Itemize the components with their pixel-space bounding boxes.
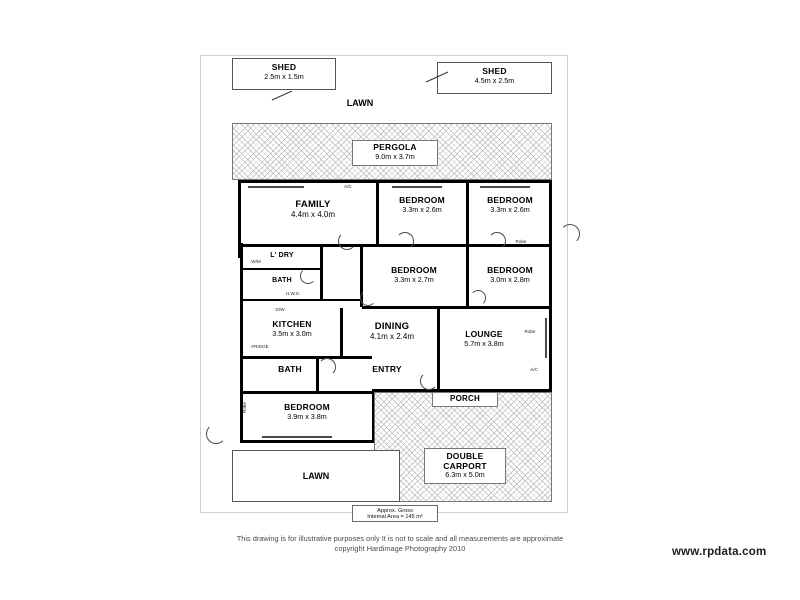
door-arc-bath-lower [318, 358, 336, 376]
room-family: FAMILY 4.4m x 4.0m [290, 199, 335, 219]
lawn-bottom-box [232, 450, 400, 502]
shed-right-name: SHED [482, 66, 507, 76]
door-arc-bedroom4 [360, 290, 376, 306]
watermark: www.rpdata.com [672, 546, 767, 558]
wall-south-west [240, 440, 374, 443]
window-bedroom1 [262, 436, 332, 438]
wall-mid-3 [466, 247, 469, 307]
window-family [248, 186, 304, 188]
room-bedroom1: BEDROOM 3.9m x 3.8m [284, 402, 330, 421]
shed-right-leader [424, 70, 450, 84]
window-bedroom2 [392, 186, 442, 188]
door-arc-west [206, 424, 226, 444]
area-line-2: Internal Area = 145 m² [367, 514, 423, 521]
pergola-name: PERGOLA [373, 142, 417, 152]
room-laundry: L' DRY [270, 252, 294, 259]
wall-mid-1 [320, 247, 323, 299]
disclaimer-line-1: This drawing is for illustrative purposes only It is not to scale and all measurements are approximate [236, 534, 564, 543]
room-bedroom5: BEDROOM 3.0m x 2.8m [487, 265, 533, 284]
ac-lounge-label: A/C [530, 367, 538, 372]
wall-family-bed2 [376, 181, 379, 246]
bedroom1-robe-label: Robe [242, 402, 247, 414]
disclaimer [150, 534, 650, 554]
room-entry: ENTRY [372, 364, 402, 374]
room-bedroom4: BEDROOM 3.3m x 2.7m [391, 265, 437, 284]
room-dining: DINING 4.1m x 2.4m [369, 321, 414, 341]
shed-left [232, 58, 336, 90]
window-bedroom3 [480, 186, 530, 188]
room-lounge: LOUNGE 5.7m x 3.8m [464, 329, 504, 348]
carport-label-box [424, 448, 506, 484]
window-lounge [545, 318, 547, 358]
porch-name: PORCH [450, 394, 480, 403]
dishwasher-label: D/W [275, 307, 285, 312]
shed-left-leader [270, 88, 294, 98]
lawn-top-label: LAWN [346, 98, 374, 108]
room-bath-lower: BATH [278, 364, 302, 374]
wall-bath-kitchen [241, 299, 361, 301]
fridge-label: FRIDGE [251, 344, 269, 349]
washing-machine-label: W/M [251, 259, 261, 264]
wall-east [549, 180, 552, 392]
carport-name-2: CARPORT [443, 460, 487, 471]
ac-family-label: A/C [344, 184, 352, 189]
carport-area [374, 392, 552, 502]
lawn-bottom-label: LAWN [302, 471, 330, 481]
room-bedroom2: BEDROOM 3.3m x 2.6m [399, 195, 445, 214]
door-arc-bath-upper [300, 268, 316, 284]
wall-bed2-bed3 [466, 181, 469, 246]
pergola-label-box [352, 140, 438, 166]
area-line-1: Approx. Gross [377, 507, 413, 514]
shed-right [437, 62, 552, 94]
room-bedroom3: BEDROOM 3.3m x 2.6m [487, 195, 533, 214]
hot-water-label: H.W.S. [285, 291, 301, 296]
wall-kitchen-dining [340, 308, 343, 358]
robe-lounge-label: Robe [524, 329, 536, 334]
door-arc-east [560, 224, 580, 244]
door-arc-bedroom3 [488, 232, 506, 250]
carport-dim: 6.3m x 5.0m [445, 470, 485, 480]
robe-bedroom3-label: Robe [515, 239, 527, 244]
room-kitchen: KITCHEN 3.5m x 3.0m [272, 319, 312, 338]
door-arc-entry [420, 372, 438, 390]
wall-mid-lower [362, 306, 552, 309]
room-bath-upper: BATH [272, 277, 292, 284]
wall-north [238, 180, 552, 183]
door-arc-family [338, 232, 356, 250]
porch-label-box [432, 392, 498, 407]
shed-left-name: SHED [271, 62, 297, 72]
door-arc-bedroom5 [470, 290, 486, 306]
internal-area-note [352, 505, 438, 522]
carport-name-1: DOUBLE [446, 451, 484, 461]
shed-left-dim: 2.5m x 1.5m [264, 71, 304, 81]
wall-kitchen-bath [241, 356, 372, 359]
disclaimer-line-2: copyright Hardimage Photography 2010 [334, 543, 466, 553]
door-arc-bedroom2 [396, 232, 414, 250]
pergola-dim: 9.0m x 3.7m [375, 151, 415, 161]
shed-right-dim: 4.5m x 2.5m [474, 75, 515, 85]
